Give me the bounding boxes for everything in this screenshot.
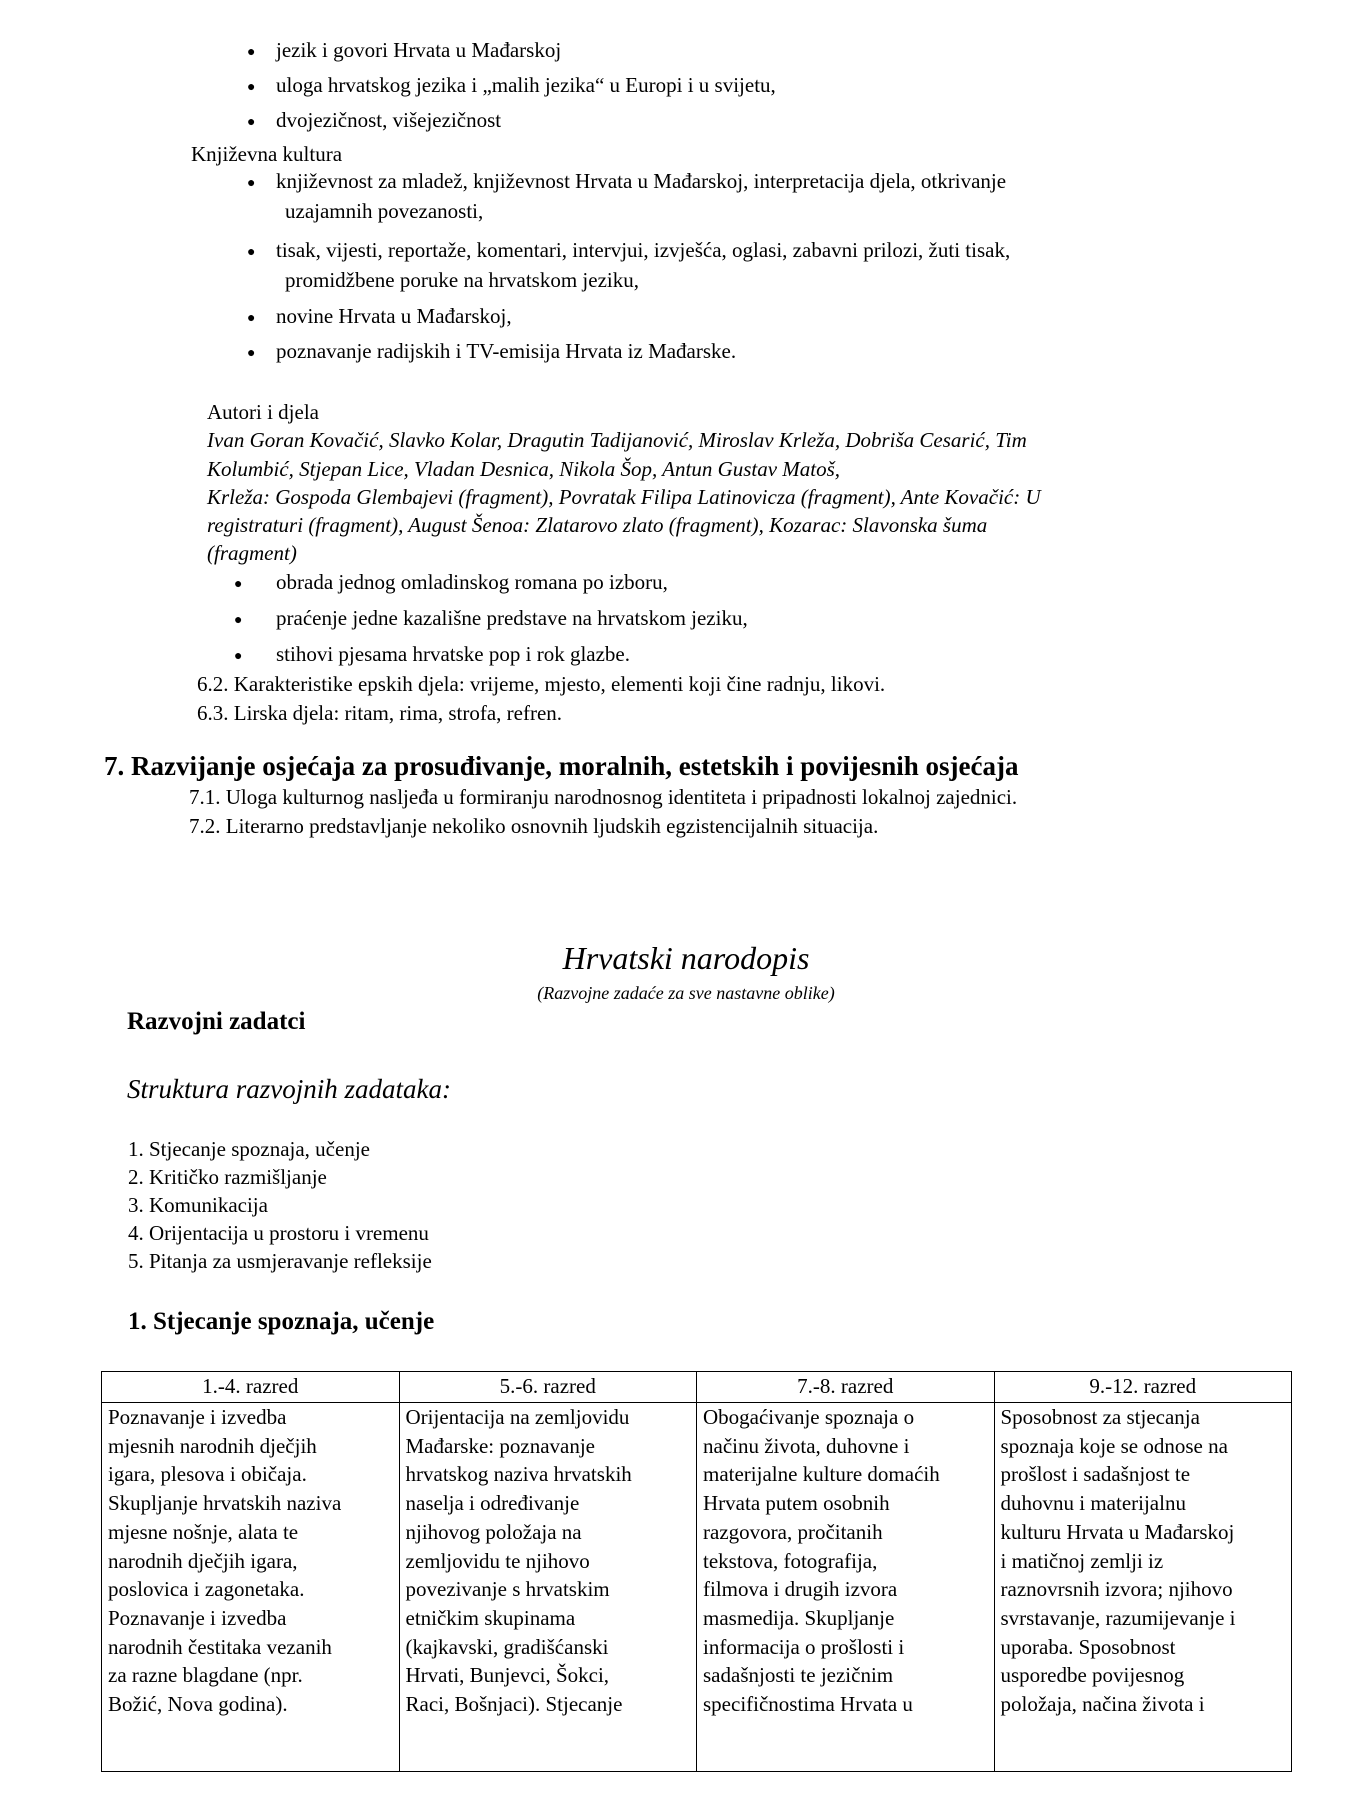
table-row [102,1403,1292,1772]
cell-line: Orijentacija na zemljovidu [405,1405,630,1429]
list-item: 2. Kritičko razmišljanje [128,1165,327,1189]
cell-line: tekstova, fotografija, [703,1548,878,1573]
cell-line: raznovrsnih izvora; njihovo [1000,1577,1233,1602]
cell-line: svrstavanje, razumijevanje i [1000,1605,1236,1630]
table-header-cell: 1.-4. razred [102,1372,400,1403]
cell-line: usporedbe povijesnog [1000,1663,1185,1688]
cell-line: i matičnoj zemlji iz [1000,1548,1164,1573]
cell-line: uporaba. Sposobnost [1000,1634,1176,1659]
cell-line: Poznavanje i izvedba [108,1405,287,1429]
bullet-icon: ● [247,45,256,60]
authors-line: Krleža: Gospoda Glembajevi (fragment), Povratak Filipa Latinovicza (fragment), Ante Kovačić: U [207,485,1041,509]
cell-line: mjesnih narodnih dječjih [108,1433,317,1458]
table-header-cell: 7.-8. razred [697,1372,995,1403]
cell-line: Hrvati, Bunjevci, Šokci, [405,1663,610,1688]
authors-line: registraturi (fragment), August Šenoa: Zlatarovo zlato (fragment), Kozarac: Slavonska šuma [207,513,988,537]
table-cell [697,1403,995,1772]
bullet-icon: ● [234,649,243,664]
bullet-icon: ● [247,115,256,130]
page-subtitle: (Razvojne zadaće za sve nastavne oblike) [537,983,835,1003]
cell-line: narodnih dječjih igara, [108,1548,298,1573]
section-7-heading: 7. Razvijanje osjećaja za prosuđivanje, moralnih, estetskih i povijesnih osjećaja [104,751,1019,781]
bullet-icon: ● [234,577,243,592]
table-header-cell: 9.-12. razred [994,1372,1292,1403]
bullet-icon: ● [247,311,256,326]
cell-line: zemljovidu te njihovo [405,1548,590,1573]
cell-line: materijalne kulture domaćih [703,1462,940,1487]
list-item: dvojezičnost, višejezičnost [276,108,502,132]
list-item: praćenje jedne kazališne predstave na hrvatskom jeziku, [276,606,748,630]
cell-line: specifičnostima Hrvata u [703,1692,913,1717]
list-item: obrada jednog omladinskog romana po izboru, [276,570,668,594]
section-heading: Književna kultura [191,142,343,166]
cell-line: Hrvata putem osobnih [703,1491,890,1516]
list-item: tisak, vijesti, reportaže, komentari, intervjui, izvješća, oglasi, zabavni prilozi, žuti tisak, [276,238,1011,262]
numbered-point: 7.1. Uloga kulturnog nasljeđa u formiranju narodnosnog identiteta i pripadnosti lokalnoj zajednici. [189,785,1018,809]
cell-line: hrvatskog naziva hrvatskih [405,1462,632,1487]
cell-line: mjesne nošnje, alata te [108,1519,299,1544]
cell-line: masmedija. Skupljanje [703,1605,895,1630]
cell-line: Raci, Bošnjaci). Stjecanje [405,1692,623,1717]
cell-line: razgovora, pročitanih [703,1519,883,1544]
cell-line: Poznavanje i izvedba [108,1605,287,1630]
table-header-row [102,1372,1292,1403]
section-1-heading: 1. Stjecanje spoznaja, učenje [128,1308,435,1335]
cell-line: Obogaćivanje spoznaja o [703,1405,915,1429]
section-heading: Autori i djela [207,400,319,424]
cell-line: načinu života, duhovne i [703,1433,910,1458]
cell-line: spoznaja koje se odnose na [1000,1433,1228,1458]
list-item-continuation: uzajamnih povezanosti, [285,199,484,223]
tasks-heading: Razvojni zadatci [127,1008,306,1035]
bullet-icon: ● [247,176,256,191]
numbered-point: 7.2. Literarno predstavljanje nekoliko osnovnih ljudskih egzistencijalnih situacija. [189,814,879,838]
list-item: književnost za mladež, književnost Hrvata u Mađarskoj, interpretacija djela, otkrivanje [276,169,1007,193]
list-item: jezik i govori Hrvata u Mađarskoj [276,38,562,62]
numbered-point: 6.2. Karakteristike epskih djela: vrijeme, mjesto, elementi koji čine radnju, likovi. [197,672,886,696]
bullet-icon: ● [247,80,256,95]
cell-line: za razne blagdane (npr. [108,1663,303,1688]
cell-line: naselja i određivanje [405,1491,580,1516]
numbered-point: 6.3. Lirska djela: ritam, rima, strofa, refren. [197,701,563,725]
list-item: stihovi pjesama hrvatske pop i rok glazbe. [276,642,630,666]
table-cell [994,1403,1292,1772]
cell-line: Mađarske: poznavanje [405,1433,596,1458]
list-item: 3. Komunikacija [128,1193,268,1217]
page-title: Hrvatski narodopis [562,940,810,976]
cell-line: kulturu Hrvata u Mađarskoj [1000,1519,1235,1544]
bullet-icon: ● [247,346,256,361]
cell-line: Božić, Nova godina). [108,1692,288,1717]
cell-line: narodnih čestitaka vezanih [108,1634,332,1659]
cell-line: Sposobnost za stjecanja [1000,1405,1200,1429]
table-header-cell: 5.-6. razred [399,1372,697,1403]
cell-line: njihovog položaja na [405,1519,582,1544]
bullet-icon: ● [234,613,243,628]
cell-line: filmova i drugih izvora [703,1577,898,1602]
list-item: 1. Stjecanje spoznaja, učenje [128,1137,370,1161]
bullet-icon: ● [247,245,256,260]
authors-line: Ivan Goran Kovačić, Slavko Kolar, Dragutin Tadijanović, Miroslav Krleža, Dobriša Cesarić, Tim [207,428,1027,452]
list-item: poznavanje radijskih i TV-emisija Hrvata iz Mađarske. [276,339,737,363]
cell-line: duhovnu i materijalnu [1000,1491,1186,1516]
table-cell [102,1403,400,1772]
authors-line: (fragment) [207,541,297,565]
cell-line: povezivanje s hrvatskim [405,1577,610,1602]
cell-line: Skupljanje hrvatskih naziva [108,1491,342,1516]
authors-line: Kolumbić, Stjepan Lice, Vladan Desnica, Nikola Šop, Antun Gustav Matoš, [207,457,841,481]
list-item: 4. Orijentacija u prostoru i vremenu [128,1221,429,1245]
table-cell [399,1403,697,1772]
cell-line: poslovica i zagonetaka. [108,1577,305,1602]
cell-line: informacija o prošlosti i [703,1634,905,1659]
cell-line: (kajkavski, gradišćanski [405,1634,609,1659]
list-item: 5. Pitanja za usmjeravanje refleksije [128,1249,432,1273]
grades-table [101,1371,1292,1772]
list-item: novine Hrvata u Mađarskoj, [276,304,512,328]
cell-line: igara, plesova i običaja. [108,1462,307,1487]
cell-line: sadašnjosti te jezičnim [703,1663,894,1688]
list-item: uloga hrvatskog jezika i „malih jezika“ u Europi i u svijetu, [276,73,776,97]
list-item-continuation: promidžbene poruke na hrvatskom jeziku, [285,268,639,292]
cell-line: etničkim skupinama [405,1605,576,1630]
cell-line: prošlost i sadašnjost te [1000,1462,1191,1487]
cell-line: položaja, načina života i [1000,1692,1205,1717]
structure-heading: Struktura razvojnih zadataka: [127,1074,451,1104]
